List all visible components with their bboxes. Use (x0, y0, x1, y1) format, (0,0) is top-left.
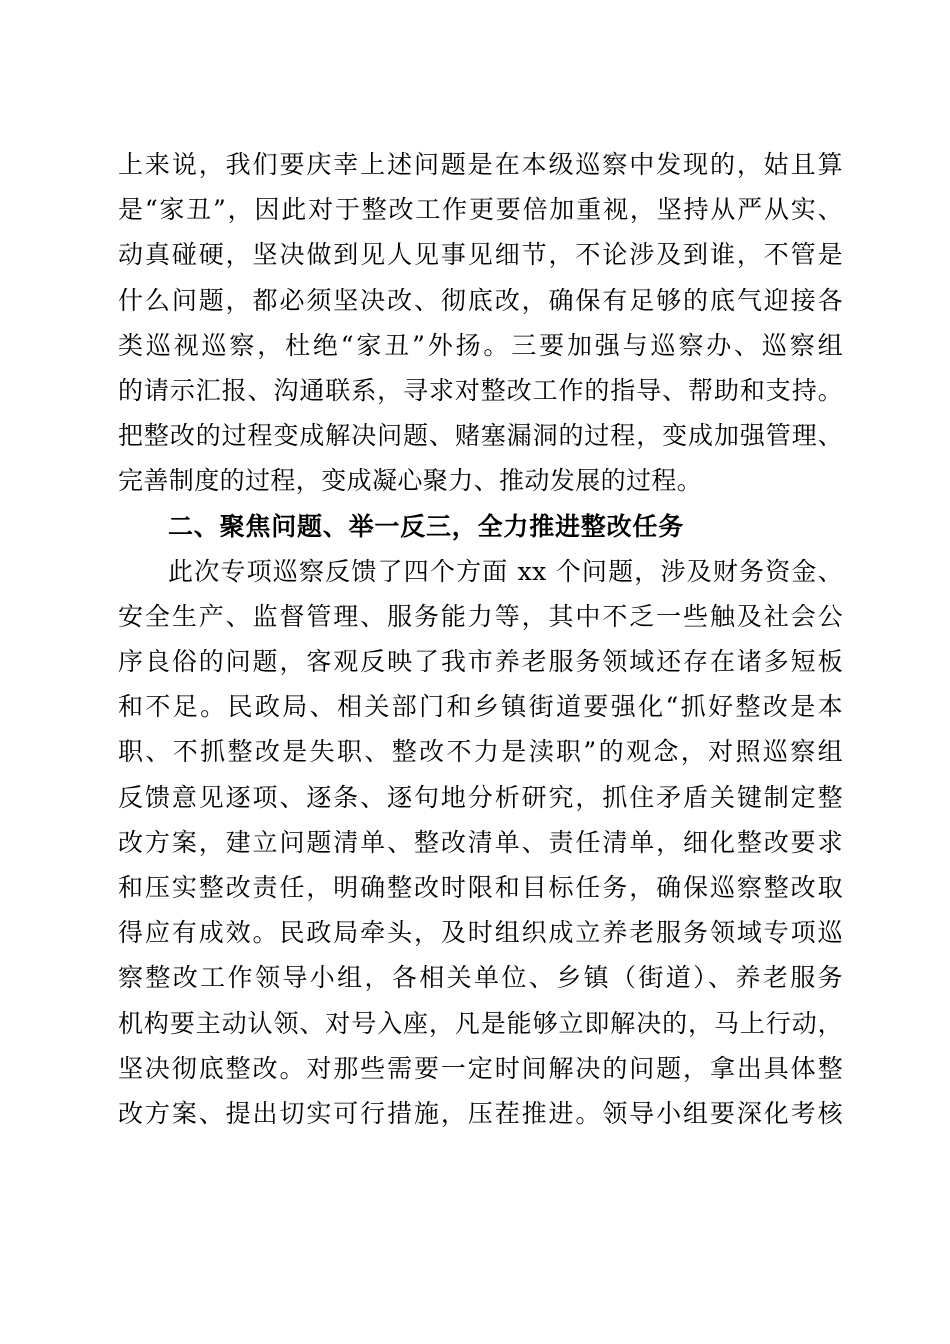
paragraph-line: 和压实整改责任，明确整改时限和目标任务，确保巡察整改取 (118, 873, 843, 902)
paragraph-line: 此次专项巡察反馈了四个方面 xx 个问题，涉及财务资金、 (168, 556, 843, 586)
paragraph-line: 动真碰硬，坚决做到见人见事见细节，不论涉及到谁，不管是 (118, 240, 843, 270)
paragraph-line: 的请示汇报、沟通联系，寻求对整改工作的指导、帮助和支持。 (118, 375, 843, 405)
paragraph-line: 反馈意见逐项、逐条、逐句地分析研究，抓住矛盾关键制定整 (118, 782, 843, 812)
paragraph-line: 机构要主动认领、对号入座，凡是能够立即解决的，马上行动， (118, 1008, 843, 1038)
paragraph-1 (118, 142, 843, 504)
paragraph-line: 完善制度的过程，变成凝心聚力、推动发展的过程。 (118, 466, 703, 496)
paragraph-line: 坚决彻底整改。对那些需要一定时间解决的问题，拿出具体整 (118, 1053, 843, 1083)
paragraph-line: 把整改的过程变成解决问题、赌塞漏洞的过程，变成加强管理、 (118, 421, 843, 451)
paragraph-line: 和不足。民政局、相关部门和乡镇街道要强化“抓好整改是本 (118, 692, 843, 722)
section-heading: 二、聚焦问题、举一反三，全力推进整改任务 (168, 511, 685, 541)
document-body (118, 142, 843, 1136)
paragraph-line: 安全生产、监督管理、服务能力等，其中不乏一些触及社会公 (118, 601, 843, 631)
paragraph-line: 得应有成效。民政局牵头，及时组织成立养老服务领域专项巡 (118, 918, 843, 948)
paragraph-line: 什么问题，都必须坚决改、彻底改，确保有足够的底气迎接各 (118, 285, 843, 315)
paragraph-2 (118, 549, 843, 1136)
paragraph-line: 察整改工作领导小组，各相关单位、乡镇（街道）、养老服务 (118, 963, 843, 993)
paragraph-line: 序良俗的问题，客观反映了我市养老服务领域还存在诸多短板 (118, 647, 843, 677)
paragraph-line: 职、不抓整改是失职、整改不力是渎职”的观念，对照巡察组 (118, 737, 843, 767)
paragraph-line: 类巡视巡察，杜绝“家丑”外扬。三要加强与巡察办、巡察组 (118, 330, 843, 360)
paragraph-line: 上来说，我们要庆幸上述问题是在本级巡察中发现的，姑且算 (118, 150, 843, 179)
paragraph-line: 改方案，建立问题清单、整改清单、责任清单，细化整改要求 (118, 827, 843, 857)
paragraph-line: 是“家丑”，因此对于整改工作更要倍加重视，坚持从严从实、 (118, 195, 843, 225)
paragraph-line: 改方案、提出切实可行措施，压茬推进。领导小组要深化考核 (118, 1098, 843, 1128)
